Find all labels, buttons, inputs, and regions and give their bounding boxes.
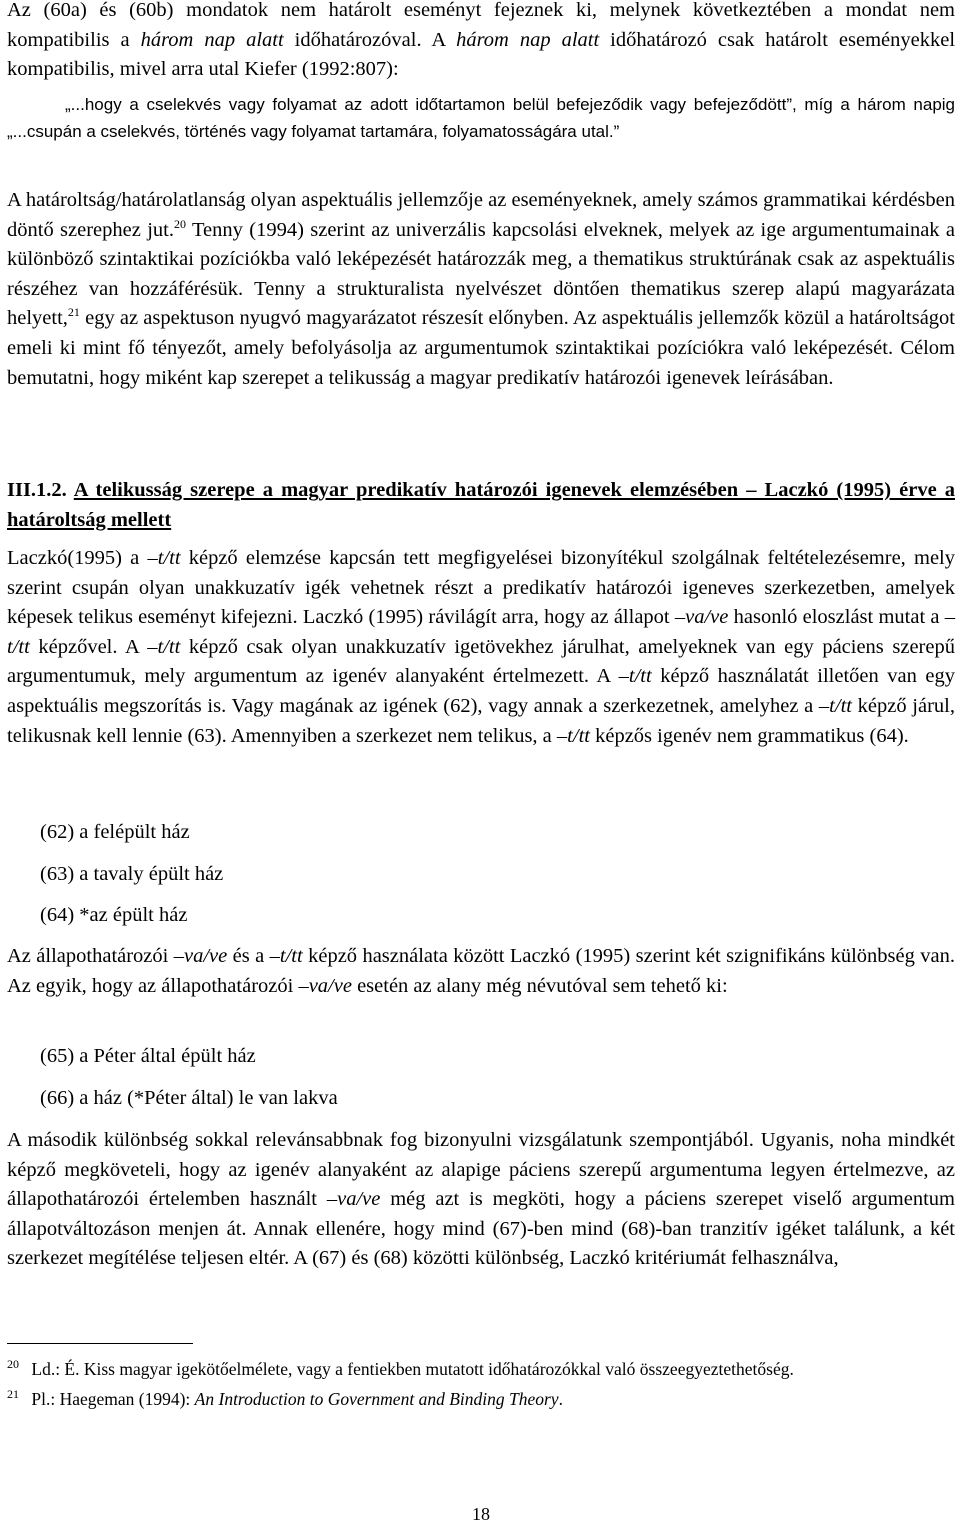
footnote-end: .	[558, 1389, 563, 1409]
section-number: III.1.2.	[7, 479, 67, 501]
paragraph-text-c: egy az aspektuson nyugvó magyarázatot részesít előnyben. Az aspektuális jellemzők közül a határoltságot emeli ki mint fő tényezőt, amely befolyásolja az argumentumok szintaktikai pozíciókra való leképezését. Célom bemutatni, hogy miként kap szerepet a telikusság a magyar predikatív határozói igenevek leírásában.	[7, 307, 955, 389]
footnote-ref-21[interactable]: 21	[67, 305, 80, 320]
intro-paragraph: Az (60a) és (60b) mondatok nem határolt eseményt fejeznek ki, melynek következtében a mondat nem kompatibilis a három nap alatt időhatározóval. A három nap alatt időhatározó csak határolt eseményekkel kompatibilis, mivel arra utal Kiefer (1992:807):	[7, 0, 956, 81]
paragraph-differences: Az állapothatározói –va/ve és a –t/tt képző használata között Laczkó (1995) szerint két szignifikáns különbség van. Az egyik, hogy az állapothatározói –va/ve esetén az alany még névutóval sem tehető ki:	[7, 945, 955, 997]
paragraph-laczko: Laczkó(1995) a –t/tt képző elemzése kapcsán tett megfigyelései bizonyítékul szolgálnak feltételezésemre, mely szerint csupán olyan unakkuzatív igék vehetnek részt a predikatív határozói igeneves szerkezetben, amelyek képesek telikus eseményt kifejezni. Laczkó (1995) rávilágít arra, hogy az állapot –va/ve hasonló eloszlást mutat a –t/tt képzővel. A –t/tt képző csak olyan unakkuzatív igetövekhez járulhat, amelyeknek van egy páciens szerepű argumentumuk, mely argumentum az igenév alanyaként értelmezett. A –t/tt képző használatát illetően van egy aspektuális megszorítás is. Vagy magának az igének (62), vagy annak a szerkezetnek, amelyhez a –t/tt képző járul, telikusnak kell lennie (63). Amennyiben a szerkezet nem telikus, a –t/tt képzős igenév nem grammatikus (64).	[7, 547, 955, 747]
footnote-number: 21	[7, 1387, 19, 1402]
example-65: (65) a Péter által épült ház	[40, 1045, 256, 1067]
paragraph-text-a: A határoltság/határolatlanság olyan aspektuális jellemzője az eseményeknek, amely számos grammatikai kérdésben döntő szerephez jut.	[7, 189, 955, 241]
page-number: 18	[472, 1504, 490, 1524]
example-list-b	[7, 1042, 338, 1113]
footnote-separator	[7, 1343, 193, 1344]
example-list-a	[7, 818, 223, 931]
example-62: (62) a felépült ház	[40, 821, 190, 843]
paragraph-second-difference: A második különbség sokkal relevánsabbnak fog bizonyulni vizsgálatunk szempontjából. Ugyanis, noha mindkét képző megköveteli, hogy az igenév alanyaként az alapige páciens szerepű argumentuma legyen értelmezve, az állapothatározói értelemben használt –va/ve még azt is megköti, hogy a páciens szerepet viselő argumentum állapotváltozáson menjen át. Annak ellenére, hogy mind (67)-ben mind (68)-ban tranzitív igéket találunk, a két szerkezet megítélése teljesen eltér. A (67) és (68) közötti különbség, Laczkó kritériumát felhasználva,	[7, 1129, 955, 1270]
footnote-21	[7, 1386, 955, 1412]
example-66: (66) a ház (*Péter által) le van lakva	[40, 1086, 338, 1109]
block-quote: „...hogy a cselekvés vagy folyamat az adott időtartamon belül befejeződik vagy befejeződött”, míg a három napig „...csupán a cselekvés, történés vagy folyamat tartamára, folyamatosságára utal.”	[7, 95, 955, 141]
document-page	[7, 0, 955, 1537]
footnote-20	[7, 1356, 955, 1382]
paragraph-text-b: Tenny (1994) szerint az univerzális kapcsolási elveknek, melyek az ige argumentumainak a különböző szintaktikai pozíciókba való leképezését határozzák meg, a thematikus struktúrának csak az aspektuális részéhez van hozzáférésük. Tenny a strukturalista nyelvészet döntően thematikus szerep alapú magyarázata helyett,	[7, 218, 956, 330]
footnotes	[7, 1356, 955, 1412]
book-title: An Introduction to Government and Binding Theory	[194, 1389, 559, 1409]
example-63: (63) a tavaly épült ház	[40, 862, 224, 885]
footnote-ref-20[interactable]: 20	[173, 216, 186, 231]
example-64: (64) *az épült ház	[40, 904, 188, 927]
paragraph-telicity	[7, 186, 955, 393]
section-title: A telikusság szerepe a magyar predikatív határozói igenevek elemzésében – Laczkó (1995) érve a határoltság mellett	[7, 479, 955, 531]
footnote-text: Ld.: É. Kiss magyar igekötőelmélete, vagy a fentiekben mutatott időhatározókkal való összeegyeztethetőség.	[31, 1359, 794, 1379]
section-heading	[7, 476, 955, 535]
footnote-text: Pl.: Haegeman (1994):	[31, 1389, 195, 1409]
footnote-number: 20	[7, 1357, 19, 1372]
